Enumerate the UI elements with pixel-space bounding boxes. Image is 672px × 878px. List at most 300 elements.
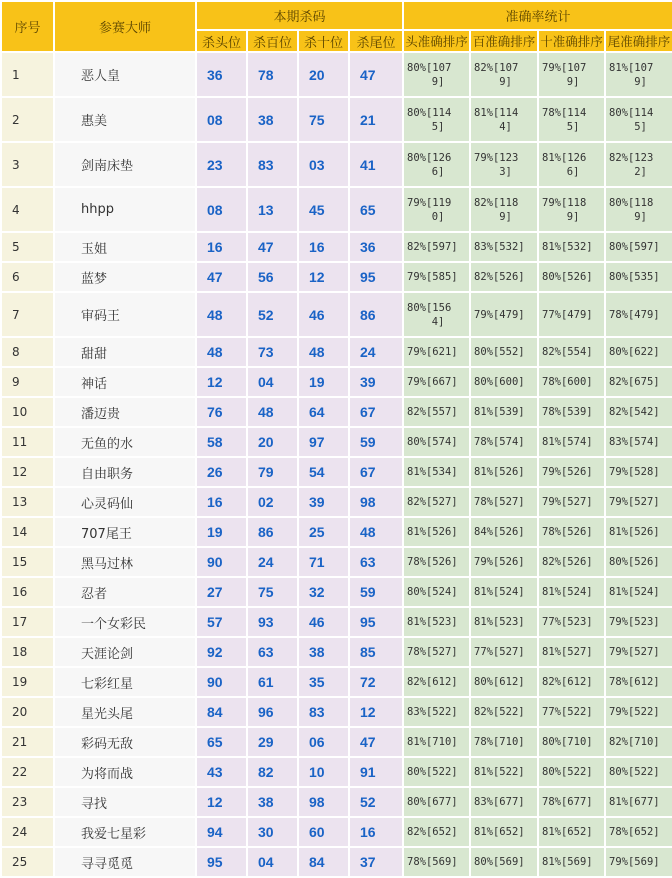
- master-name: 忍者: [54, 577, 196, 607]
- accuracy-text: 5]: [566, 120, 580, 133]
- kill-number: 75: [298, 97, 349, 142]
- accuracy-cell: [538, 337, 605, 367]
- accuracy-cell: [538, 787, 605, 817]
- table-row: [1, 262, 672, 292]
- kill-number: 36: [196, 52, 247, 97]
- accuracy-text: 81%[526]: [609, 526, 660, 538]
- accuracy-text: 82%[612]: [542, 676, 593, 688]
- accuracy-text: 80%[677]: [407, 796, 458, 808]
- master-name: 为将而战: [54, 757, 196, 787]
- accuracy-cell: [403, 547, 470, 577]
- kill-number: 83: [298, 697, 349, 727]
- kill-number: 48: [196, 337, 247, 367]
- master-name: 星光头尾: [54, 697, 196, 727]
- accuracy-text: 82%[526]: [542, 556, 593, 568]
- accuracy-text: 80%[126: [407, 151, 452, 164]
- kill-number: 58: [196, 427, 247, 457]
- accuracy-cell: [605, 697, 672, 727]
- header-kill-col: 杀百位: [247, 30, 298, 52]
- header-kill-col: 杀头位: [196, 30, 247, 52]
- accuracy-text: 81%[114: [474, 106, 519, 119]
- accuracy-text: 82%[675]: [609, 376, 660, 388]
- row-index: 12: [1, 457, 54, 487]
- master-name: 707尾王: [54, 517, 196, 547]
- accuracy-cell: [538, 547, 605, 577]
- accuracy-text: 79%[523]: [609, 616, 660, 628]
- kill-number: 86: [247, 517, 298, 547]
- kill-number: 46: [298, 607, 349, 637]
- master-name: 黑马过林: [54, 547, 196, 577]
- accuracy-cell: [470, 667, 538, 697]
- accuracy-cell: [538, 232, 605, 262]
- row-index: 11: [1, 427, 54, 457]
- kill-number: 13: [247, 187, 298, 232]
- kill-number: 30: [247, 817, 298, 847]
- table-row: [1, 292, 672, 337]
- accuracy-text: 80%[118: [609, 196, 654, 209]
- accuracy-cell: [403, 637, 470, 667]
- accuracy-text: 81%[652]: [474, 826, 525, 838]
- kill-number: 47: [349, 727, 403, 757]
- kill-number: 45: [298, 187, 349, 232]
- accuracy-cell: [403, 607, 470, 637]
- kill-number: 71: [298, 547, 349, 577]
- accuracy-cell: [470, 187, 538, 232]
- kill-number: 52: [349, 787, 403, 817]
- row-index: 21: [1, 727, 54, 757]
- kill-number: 47: [349, 52, 403, 97]
- accuracy-cell: [470, 697, 538, 727]
- kill-number: 41: [349, 142, 403, 187]
- kill-number: 08: [196, 97, 247, 142]
- kill-number: 82: [247, 757, 298, 787]
- accuracy-cell: [470, 817, 538, 847]
- accuracy-text: 78%[526]: [407, 556, 458, 568]
- kill-number: 46: [298, 292, 349, 337]
- table-row: [1, 637, 672, 667]
- kill-number: 67: [349, 457, 403, 487]
- accuracy-text: 81%[526]: [474, 466, 525, 478]
- accuracy-cell: [470, 787, 538, 817]
- accuracy-cell: [470, 727, 538, 757]
- row-index: 23: [1, 787, 54, 817]
- kill-number: 16: [298, 232, 349, 262]
- kill-number: 93: [247, 607, 298, 637]
- accuracy-text: 82%[522]: [474, 706, 525, 718]
- accuracy-text: 82%[107: [474, 61, 519, 74]
- header-acc-col: 头准确排序: [403, 30, 470, 52]
- accuracy-text: 79%[569]: [609, 856, 660, 868]
- accuracy-text: 77%[523]: [542, 616, 593, 628]
- accuracy-text: 80%[524]: [407, 586, 458, 598]
- kill-number: 63: [349, 547, 403, 577]
- accuracy-text: 79%[123: [474, 151, 519, 164]
- accuracy-cell: [605, 142, 672, 187]
- accuracy-text: 82%[710]: [609, 736, 660, 748]
- master-name: 寻寻觅觅: [54, 847, 196, 877]
- table-row: [1, 397, 672, 427]
- accuracy-text: 78%[526]: [542, 526, 593, 538]
- accuracy-cell: [605, 97, 672, 142]
- accuracy-cell: [605, 292, 672, 337]
- header-stats-group: 准确率统计: [403, 1, 672, 30]
- accuracy-cell: [538, 457, 605, 487]
- kill-number: 36: [349, 232, 403, 262]
- accuracy-text: 79%[527]: [609, 646, 660, 658]
- accuracy-text: 81%[523]: [474, 616, 525, 628]
- accuracy-cell: [605, 232, 672, 262]
- master-name: 惠美: [54, 97, 196, 142]
- kill-number: 02: [247, 487, 298, 517]
- accuracy-cell: [403, 292, 470, 337]
- master-name: 自由职务: [54, 457, 196, 487]
- kill-number: 24: [349, 337, 403, 367]
- accuracy-text: 80%[114: [407, 106, 452, 119]
- accuracy-text: 80%[522]: [407, 766, 458, 778]
- accuracy-text: 79%[527]: [609, 496, 660, 508]
- kill-number: 91: [349, 757, 403, 787]
- accuracy-text: 80%[156: [407, 301, 452, 314]
- accuracy-text: 6]: [431, 165, 445, 178]
- kill-number: 78: [247, 52, 298, 97]
- accuracy-cell: [403, 817, 470, 847]
- accuracy-text: 9]: [431, 75, 445, 88]
- accuracy-text: 9]: [566, 210, 580, 223]
- accuracy-text: 78%[114: [542, 106, 587, 119]
- accuracy-text: 80%[597]: [609, 241, 660, 253]
- accuracy-text: 4]: [431, 315, 445, 328]
- accuracy-text: 5]: [431, 120, 445, 133]
- kill-number: 20: [247, 427, 298, 457]
- master-name: 无鱼的水: [54, 427, 196, 457]
- kill-number: 84: [298, 847, 349, 877]
- accuracy-text: 81%[527]: [542, 646, 593, 658]
- accuracy-cell: [470, 397, 538, 427]
- accuracy-text: 5]: [634, 120, 647, 133]
- table-row: [1, 697, 672, 727]
- table-body: [1, 52, 672, 877]
- kill-number: 92: [196, 637, 247, 667]
- accuracy-cell: [538, 397, 605, 427]
- kill-number: 48: [247, 397, 298, 427]
- row-index: 18: [1, 637, 54, 667]
- accuracy-text: 3]: [499, 165, 512, 178]
- table-row: [1, 457, 672, 487]
- row-index: 4: [1, 187, 54, 232]
- kill-number: 63: [247, 637, 298, 667]
- accuracy-text: 78%[527]: [407, 646, 458, 658]
- kill-number: 54: [298, 457, 349, 487]
- accuracy-cell: [605, 262, 672, 292]
- accuracy-cell: [538, 517, 605, 547]
- accuracy-cell: [538, 487, 605, 517]
- accuracy-cell: [605, 187, 672, 232]
- master-name: 天涯论剑: [54, 637, 196, 667]
- kill-number: 39: [298, 487, 349, 517]
- kill-number: 16: [196, 232, 247, 262]
- accuracy-cell: [605, 607, 672, 637]
- row-index: 9: [1, 367, 54, 397]
- accuracy-text: 78%[612]: [609, 676, 660, 688]
- kill-number: 25: [298, 517, 349, 547]
- table-row: [1, 547, 672, 577]
- accuracy-text: 78%[527]: [474, 496, 525, 508]
- accuracy-cell: [470, 607, 538, 637]
- accuracy-text: 83%[677]: [474, 796, 525, 808]
- table-row: [1, 577, 672, 607]
- accuracy-cell: [403, 337, 470, 367]
- row-index: 8: [1, 337, 54, 367]
- accuracy-cell: [538, 637, 605, 667]
- accuracy-text: 82%[597]: [407, 241, 458, 253]
- row-index: 19: [1, 667, 54, 697]
- accuracy-cell: [403, 727, 470, 757]
- kill-number: 48: [298, 337, 349, 367]
- kill-number: 52: [247, 292, 298, 337]
- accuracy-cell: [605, 817, 672, 847]
- accuracy-text: 79%[522]: [609, 706, 660, 718]
- accuracy-text: 78%[600]: [542, 376, 593, 388]
- accuracy-text: 9]: [566, 75, 580, 88]
- kill-number: 95: [349, 607, 403, 637]
- accuracy-cell: [470, 577, 538, 607]
- accuracy-cell: [538, 667, 605, 697]
- table-row: [1, 367, 672, 397]
- table-row: [1, 757, 672, 787]
- table-row: [1, 847, 672, 877]
- kill-number: 72: [349, 667, 403, 697]
- kill-number: 08: [196, 187, 247, 232]
- accuracy-text: 81%[524]: [542, 586, 593, 598]
- table-row: [1, 142, 672, 187]
- kill-number: 86: [349, 292, 403, 337]
- accuracy-cell: [605, 457, 672, 487]
- accuracy-cell: [605, 667, 672, 697]
- accuracy-text: 81%[710]: [407, 736, 458, 748]
- accuracy-cell: [403, 757, 470, 787]
- accuracy-cell: [403, 367, 470, 397]
- accuracy-cell: [403, 457, 470, 487]
- accuracy-text: 78%[569]: [407, 856, 458, 868]
- accuracy-cell: [470, 847, 538, 877]
- row-index: 20: [1, 697, 54, 727]
- accuracy-cell: [538, 577, 605, 607]
- accuracy-cell: [605, 367, 672, 397]
- accuracy-text: 80%[535]: [609, 271, 660, 283]
- master-name: 甜甜: [54, 337, 196, 367]
- table-row: [1, 52, 672, 97]
- kill-number: 06: [298, 727, 349, 757]
- kill-number: 96: [247, 697, 298, 727]
- header-index: 序号: [1, 1, 54, 52]
- kill-number: 24: [247, 547, 298, 577]
- table-row: [1, 97, 672, 142]
- master-name: 恶人皇: [54, 52, 196, 97]
- accuracy-cell: [470, 52, 538, 97]
- accuracy-cell: [538, 187, 605, 232]
- kill-number: 94: [196, 817, 247, 847]
- kill-number: 59: [349, 577, 403, 607]
- accuracy-cell: [470, 637, 538, 667]
- row-index: 14: [1, 517, 54, 547]
- accuracy-text: 81%[574]: [542, 436, 593, 448]
- accuracy-text: 79%[119: [407, 196, 452, 209]
- accuracy-text: 80%[574]: [407, 436, 458, 448]
- accuracy-cell: [605, 847, 672, 877]
- kill-number: 57: [196, 607, 247, 637]
- accuracy-text: 78%[574]: [474, 436, 525, 448]
- accuracy-text: 80%[107: [407, 61, 452, 74]
- kill-number: 38: [247, 97, 298, 142]
- accuracy-text: 83%[532]: [474, 241, 525, 253]
- row-index: 6: [1, 262, 54, 292]
- accuracy-cell: [605, 487, 672, 517]
- kill-number: 48: [196, 292, 247, 337]
- accuracy-cell: [470, 367, 538, 397]
- master-name: 神话: [54, 367, 196, 397]
- master-name: 剑南床垫: [54, 142, 196, 187]
- header-kill-col: 杀十位: [298, 30, 349, 52]
- accuracy-cell: [403, 487, 470, 517]
- row-index: 3: [1, 142, 54, 187]
- accuracy-text: 0]: [431, 210, 445, 223]
- accuracy-cell: [403, 667, 470, 697]
- accuracy-text: 80%[612]: [474, 676, 525, 688]
- accuracy-text: 80%[114: [609, 106, 654, 119]
- accuracy-cell: [403, 232, 470, 262]
- accuracy-text: 80%[526]: [542, 271, 593, 283]
- accuracy-cell: [538, 292, 605, 337]
- accuracy-text: 79%[528]: [609, 466, 660, 478]
- accuracy-text: 81%[526]: [407, 526, 458, 538]
- accuracy-cell: [538, 367, 605, 397]
- table-row: [1, 607, 672, 637]
- accuracy-text: 81%[523]: [407, 616, 458, 628]
- accuracy-text: 81%[126: [542, 151, 587, 164]
- row-index: 2: [1, 97, 54, 142]
- kill-number: 95: [196, 847, 247, 877]
- table-row: [1, 817, 672, 847]
- master-name: 心灵码仙: [54, 487, 196, 517]
- accuracy-text: 78%[539]: [542, 406, 593, 418]
- accuracy-text: 80%[526]: [609, 556, 660, 568]
- accuracy-text: 81%[677]: [609, 796, 660, 808]
- header-kill-group: 本期杀码: [196, 1, 403, 30]
- kill-number: 10: [298, 757, 349, 787]
- accuracy-cell: [538, 757, 605, 787]
- accuracy-text: 78%[710]: [474, 736, 525, 748]
- accuracy-cell: [403, 847, 470, 877]
- kill-number: 23: [196, 142, 247, 187]
- accuracy-text: 2]: [634, 165, 647, 178]
- row-index: 13: [1, 487, 54, 517]
- accuracy-text: 77%[479]: [542, 308, 593, 321]
- kill-number: 79: [247, 457, 298, 487]
- kill-number: 98: [298, 787, 349, 817]
- master-name: 一个女彩民: [54, 607, 196, 637]
- kill-number: 76: [196, 397, 247, 427]
- table-row: [1, 667, 672, 697]
- accuracy-cell: [403, 697, 470, 727]
- accuracy-text: 82%[557]: [407, 406, 458, 418]
- row-index: 10: [1, 397, 54, 427]
- accuracy-text: 79%[667]: [407, 376, 458, 388]
- accuracy-cell: [538, 427, 605, 457]
- table-row: [1, 187, 672, 232]
- accuracy-text: 82%[652]: [407, 826, 458, 838]
- master-name: 彩码无敌: [54, 727, 196, 757]
- accuracy-cell: [605, 427, 672, 457]
- accuracy-text: 84%[526]: [474, 526, 525, 538]
- accuracy-cell: [470, 427, 538, 457]
- master-name: 寻找: [54, 787, 196, 817]
- row-index: 5: [1, 232, 54, 262]
- kill-number: 35: [298, 667, 349, 697]
- accuracy-text: 82%[526]: [474, 271, 525, 283]
- kill-number: 37: [349, 847, 403, 877]
- kill-number: 39: [349, 367, 403, 397]
- accuracy-text: 82%[118: [474, 196, 519, 209]
- accuracy-text: 81%[569]: [542, 856, 593, 868]
- kill-number: 21: [349, 97, 403, 142]
- accuracy-text: 80%[522]: [609, 766, 660, 778]
- accuracy-cell: [538, 847, 605, 877]
- kill-number: 38: [298, 637, 349, 667]
- accuracy-cell: [403, 397, 470, 427]
- accuracy-text: 80%[569]: [474, 856, 525, 868]
- row-index: 22: [1, 757, 54, 787]
- accuracy-cell: [605, 337, 672, 367]
- table-row: [1, 517, 672, 547]
- kill-number: 16: [196, 487, 247, 517]
- accuracy-cell: [403, 187, 470, 232]
- accuracy-cell: [470, 757, 538, 787]
- accuracy-text: 83%[522]: [407, 706, 458, 718]
- accuracy-text: 82%[527]: [407, 496, 458, 508]
- master-name: hhpp: [54, 187, 196, 232]
- row-index: 24: [1, 817, 54, 847]
- table-row: [1, 337, 672, 367]
- kill-number: 04: [247, 847, 298, 877]
- accuracy-cell: [403, 787, 470, 817]
- accuracy-cell: [470, 142, 538, 187]
- accuracy-cell: [605, 637, 672, 667]
- accuracy-text: 79%[527]: [542, 496, 593, 508]
- accuracy-text: 79%[585]: [407, 271, 458, 283]
- kill-number: 65: [196, 727, 247, 757]
- accuracy-text: 82%[542]: [609, 406, 660, 418]
- row-index: 7: [1, 292, 54, 337]
- accuracy-text: 81%[522]: [474, 766, 525, 778]
- table-row: [1, 787, 672, 817]
- accuracy-text: 80%[600]: [474, 376, 525, 388]
- kill-number: 98: [349, 487, 403, 517]
- kill-number: 65: [349, 187, 403, 232]
- kill-number: 03: [298, 142, 349, 187]
- table-header: [1, 1, 672, 52]
- master-name: 潘迈贵: [54, 397, 196, 427]
- kill-number: 67: [349, 397, 403, 427]
- kill-number: 19: [196, 517, 247, 547]
- kill-number: 48: [349, 517, 403, 547]
- header-kill-col: 杀尾位: [349, 30, 403, 52]
- accuracy-cell: [605, 397, 672, 427]
- kill-number: 84: [196, 697, 247, 727]
- accuracy-cell: [403, 262, 470, 292]
- accuracy-cell: [538, 262, 605, 292]
- kill-number: 16: [349, 817, 403, 847]
- kill-number: 29: [247, 727, 298, 757]
